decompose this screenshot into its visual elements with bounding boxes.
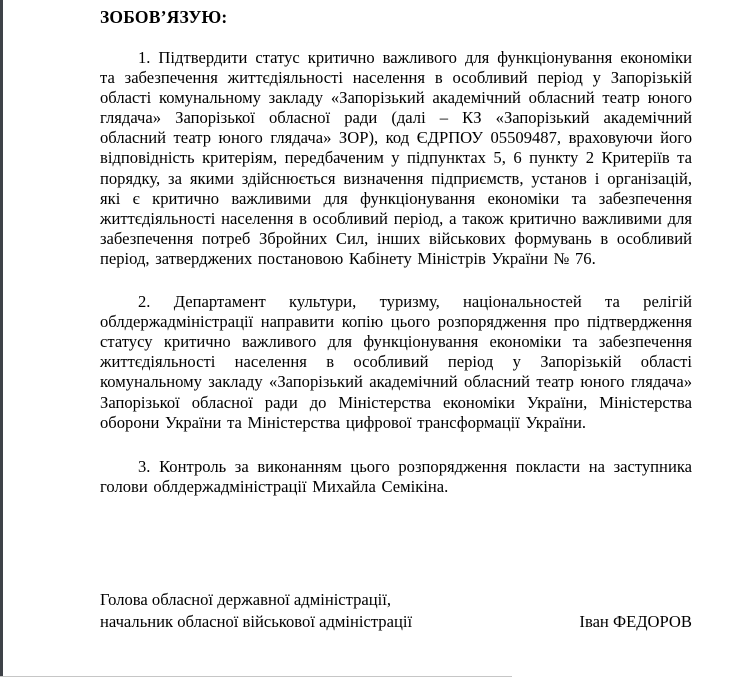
signature-position-line1: Голова обласної державної адміністрації,	[100, 589, 392, 609]
document-heading: ЗОБОВ’ЯЗУЮ:	[100, 7, 228, 27]
signature-position-line2: начальник обласної військової адміністрації	[100, 611, 413, 631]
signature-name: Іван ФЕДОРОВ	[579, 611, 692, 631]
signature-position	[100, 589, 412, 633]
document-content	[100, 6, 692, 633]
paragraph-1: 1. Підтвердити статус критично важливого для функціонування економіки та забезпечення життєдіяльності населення в особливий період у Запорізькій області комунальному закладу «Запорізький академічний обласний театр юного глядача» Запорізької обласної ради (далі – КЗ «Запорізький академічний обласний театр юного глядача» ЗОР), код ЄДРПОУ 05509487, враховуючи його відповідність критеріям, передбаченим у підпунктах 5, 6 пункту 2 Критеріїв та порядку, за якими здійснюється визначення підприємств, установ і організацій, які є критично важливими для функціонування економіки та забезпечення життєдіяльності населення в особливий період, а також критично важливими для забезпечення потреб Збройних Сил, інших військових формувань в особливий період, затверджених постановою Кабінету Міністрів України № 76.	[100, 48, 692, 268]
signature-block	[100, 589, 692, 633]
paragraph-3: 3. Контроль за виконанням цього розпорядження покласти на заступника голови облдержадміністрації Михайла Семікіна.	[100, 456, 692, 496]
page-left-edge-line	[0, 0, 3, 677]
paragraph-2: 2. Департамент культури, туризму, національностей та релігій облдержадміністрації направити копію цього розпорядження про підтвердження статусу критично важливого для функціонування економіки та забезпечення життєдіяльності населення в особливий період у Запорізькій області комунальному закладу «Запорізький академічний обласний театр юного глядача» Запорізької обласної ради до Міністерства економіки України, Міністерства оборони України та Міністерства цифрової трансформації України.	[100, 292, 692, 432]
